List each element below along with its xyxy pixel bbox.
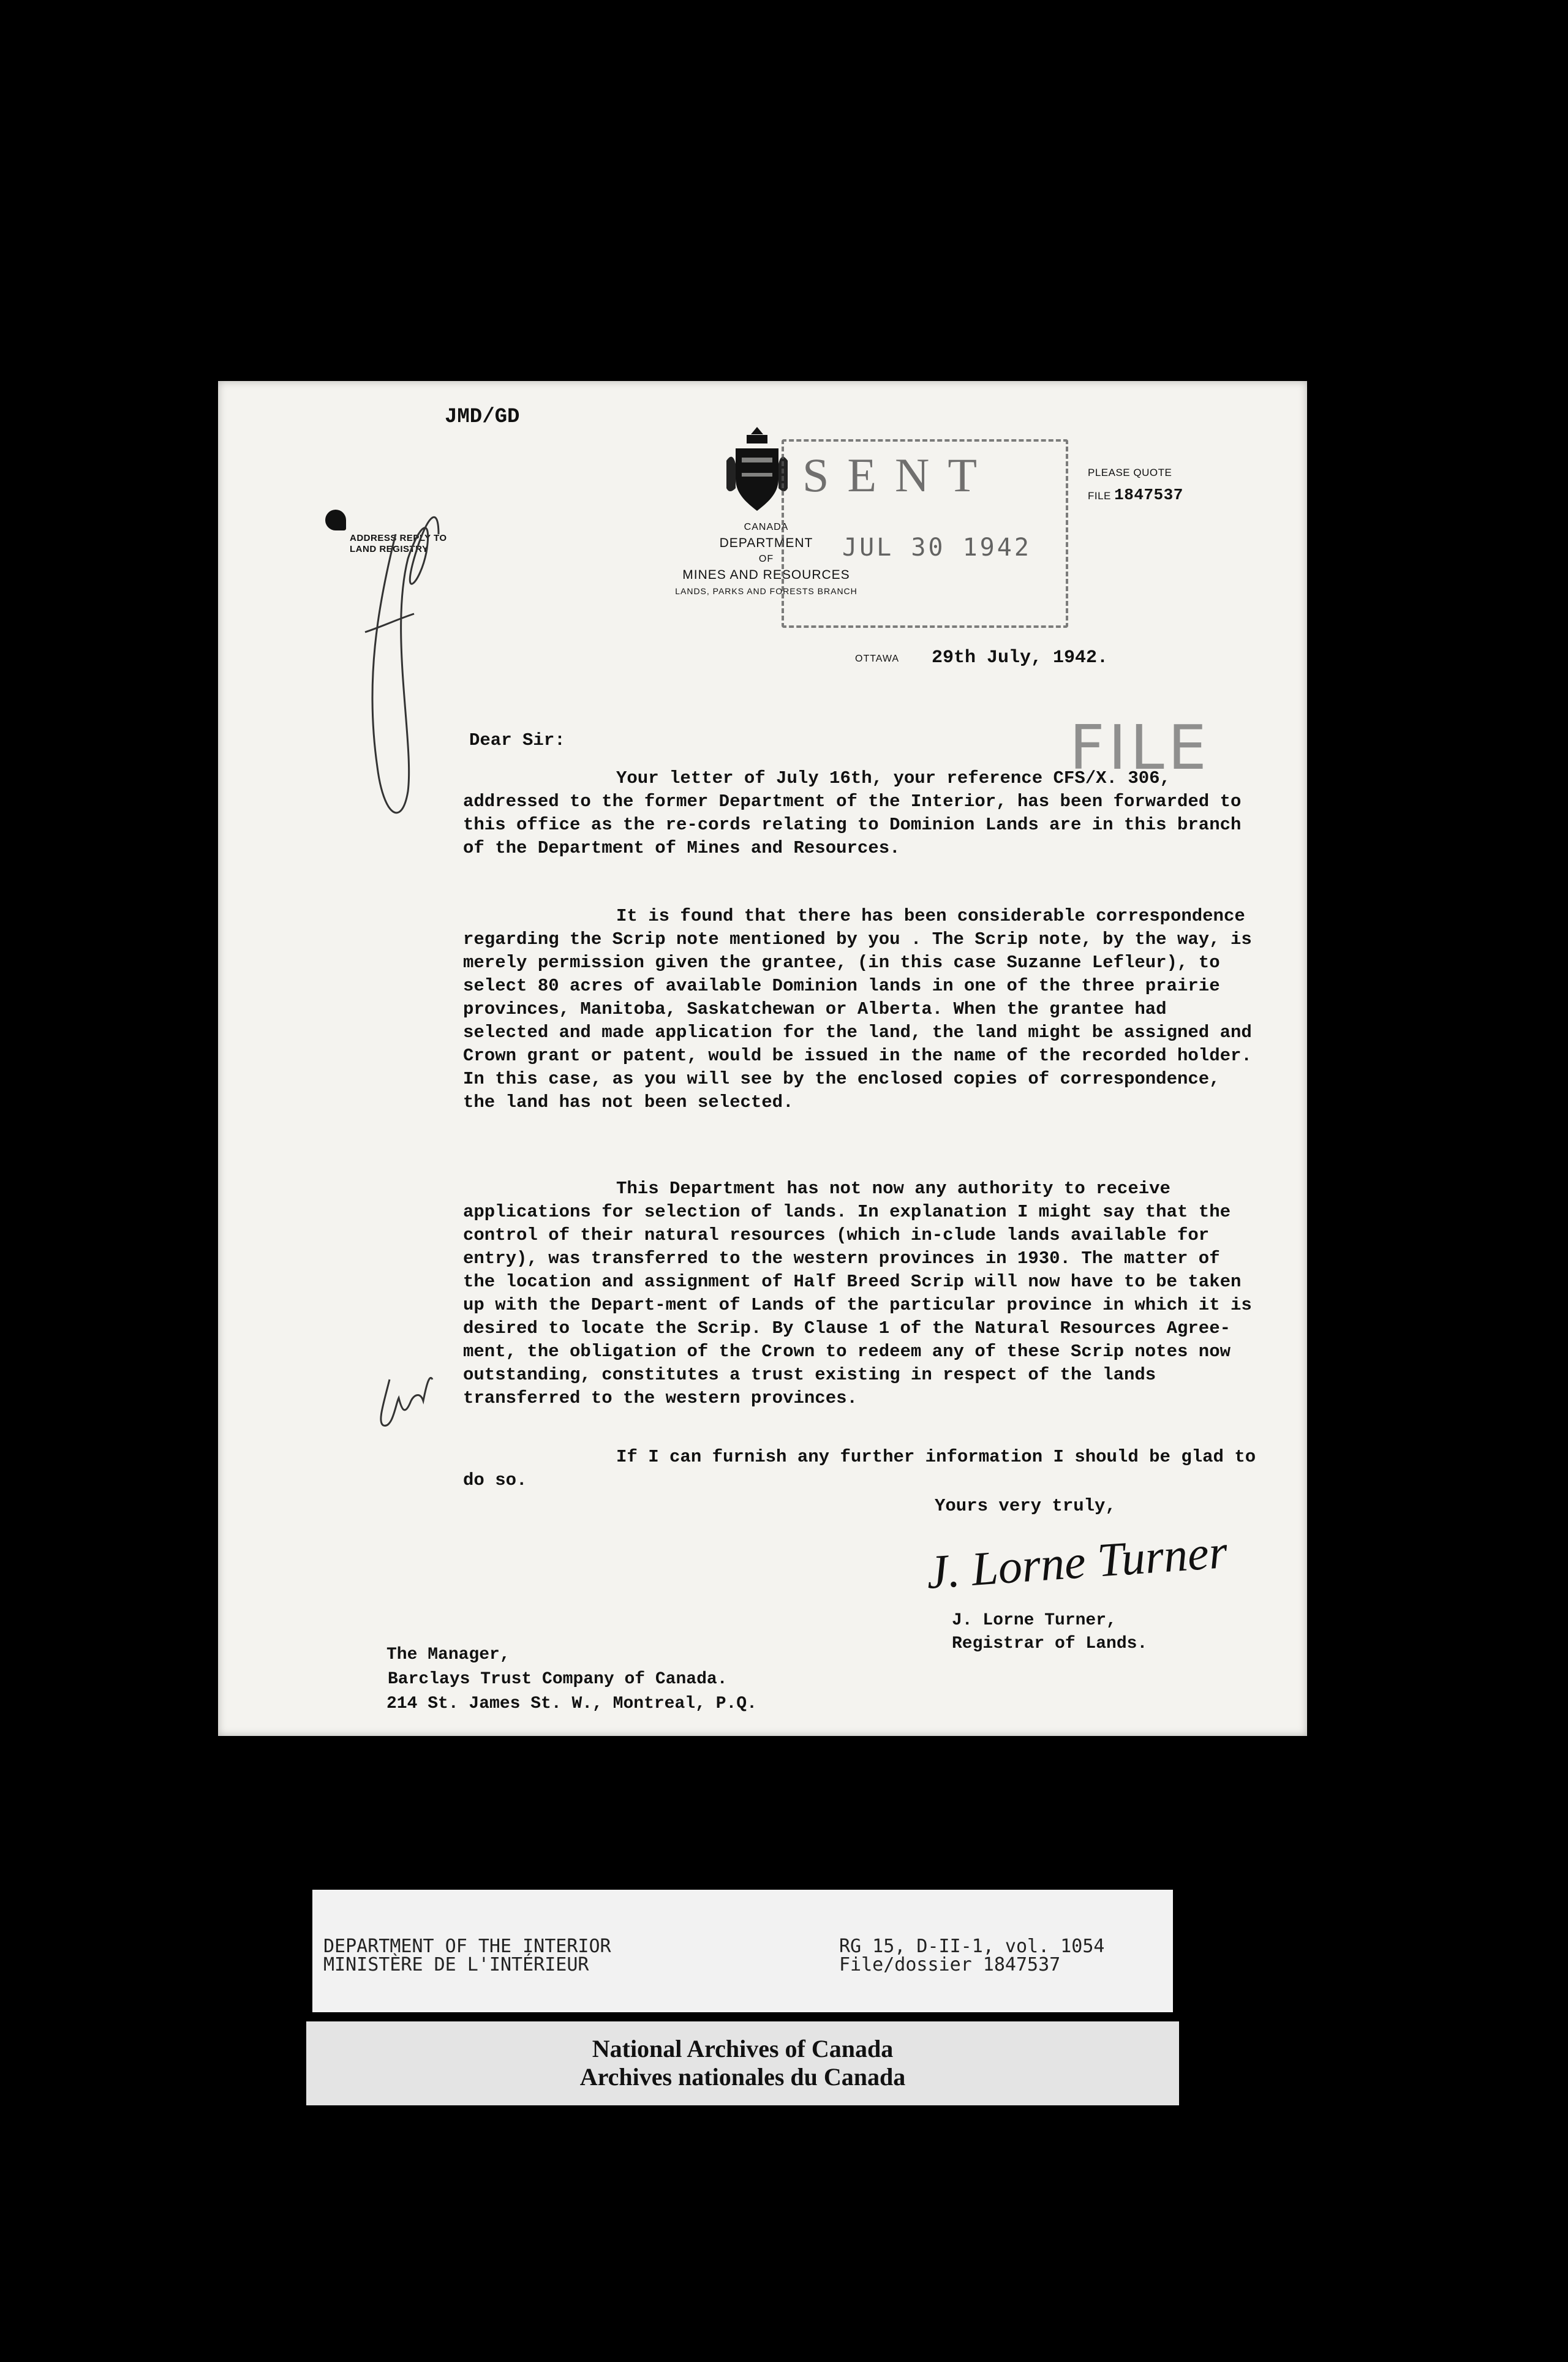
- label-department-fr: MINISTÈRE DE L'INTÉRIEUR: [323, 1954, 589, 1975]
- archives-name-en: National Archives of Canada: [592, 2035, 894, 2062]
- letterhead-ministry: MINES AND RESOURCES: [682, 568, 850, 582]
- paragraph-4: If I can furnish any further information I should be glad to do so.: [463, 1447, 1256, 1490]
- file-stamp: FILE: [1069, 712, 1210, 783]
- typist-initials: JMD/GD: [445, 406, 520, 429]
- salutation: Dear Sir:: [469, 730, 565, 750]
- archives-banner: [306, 2021, 1179, 2105]
- address-reply-note: ADDRESS REPLY TO LAND REGISTRY: [350, 533, 447, 554]
- archives-name-fr: Archives nationales du Canada: [579, 2063, 906, 2091]
- letterhead-of: OF: [758, 554, 774, 564]
- handwritten-initials-scrawl: [341, 448, 445, 840]
- archive-reference-label: [312, 1890, 1173, 2012]
- canada-coat-of-arms-icon: [723, 424, 791, 516]
- letterhead-department: DEPARTMENT: [719, 536, 813, 550]
- file-number: 1847537: [1114, 486, 1183, 504]
- closing: Yours very truly,: [935, 1496, 1116, 1516]
- place: OTTAWA: [855, 654, 900, 664]
- addressee-block: The Manager, Barclays Trust Company of Canada. 214 St. James St. W., Montreal, P.Q.: [386, 1645, 757, 1713]
- letterhead-country: CANADA: [744, 522, 789, 532]
- signer-block: J. Lorne Turner, Registrar of Lands.: [952, 1611, 1148, 1653]
- please-quote-block: PLEASE QUOTE FILE 1847537: [1088, 467, 1183, 504]
- handwritten-margin-note: [371, 1367, 439, 1435]
- signature: J. Lorne Turner: [924, 1524, 1229, 1599]
- paragraph-2: It is found that there has been considerable correspondence regarding the Scrip note mentioned by you . The Scrip note, by the way, is merely permission given the grantee, (in this case Suzanne Lefleur), to select 80 acres of available Dominion lands in one of the three prairie provinces, Manitoba, Saskatchewan or Alberta. When the grantee had selected and made application for the land, the land might be assigned and Crown grant or patent, would be issued in the name of the recorded holder. In this case, as you will see by the enclosed copies of correspondence, the land has not been selected.: [463, 906, 1252, 1112]
- label-department-en: DEPARTMENT OF THE INTERIOR: [323, 1936, 611, 1957]
- label-record-group: RG 15, D-II-1, vol. 1054: [839, 1936, 1105, 1957]
- label-file-number: File/dossier 1847537: [839, 1954, 1061, 1975]
- sent-stamp: SENT JUL 30 1942: [782, 439, 1068, 628]
- letter-page: [218, 381, 1307, 1736]
- letterhead-branch: LANDS, PARKS AND FORESTS BRANCH: [675, 586, 858, 596]
- paragraph-1: Your letter of July 16th, your reference CFS/X. 306, addressed to the former Department of the Interior, has been forwarded to this office as the re-cords relating to Dominion Lands are in this branch of the Department of Mines and Resources.: [463, 768, 1242, 858]
- letter-date: 29th July, 1942.: [932, 647, 1109, 668]
- paragraph-3: This Department has not now any authority to receive applications for selection of lands. In explanation I might say that the control of their natural resources (which in-clude lands available for entry), was transferred to the western provinces in 1930. The matter of the location and assignment of Half Breed Scrip will now have to be taken up with the Depart-ment of Lands of the particular province in which it is desired to locate the Scrip. By Clause 1 of the Natural Resources Agree-ment, the obligation of the Crown to redeem any of these Scrip notes now outstanding, constitutes a trust existing in respect of the lands transferred to the western provinces.: [463, 1179, 1252, 1408]
